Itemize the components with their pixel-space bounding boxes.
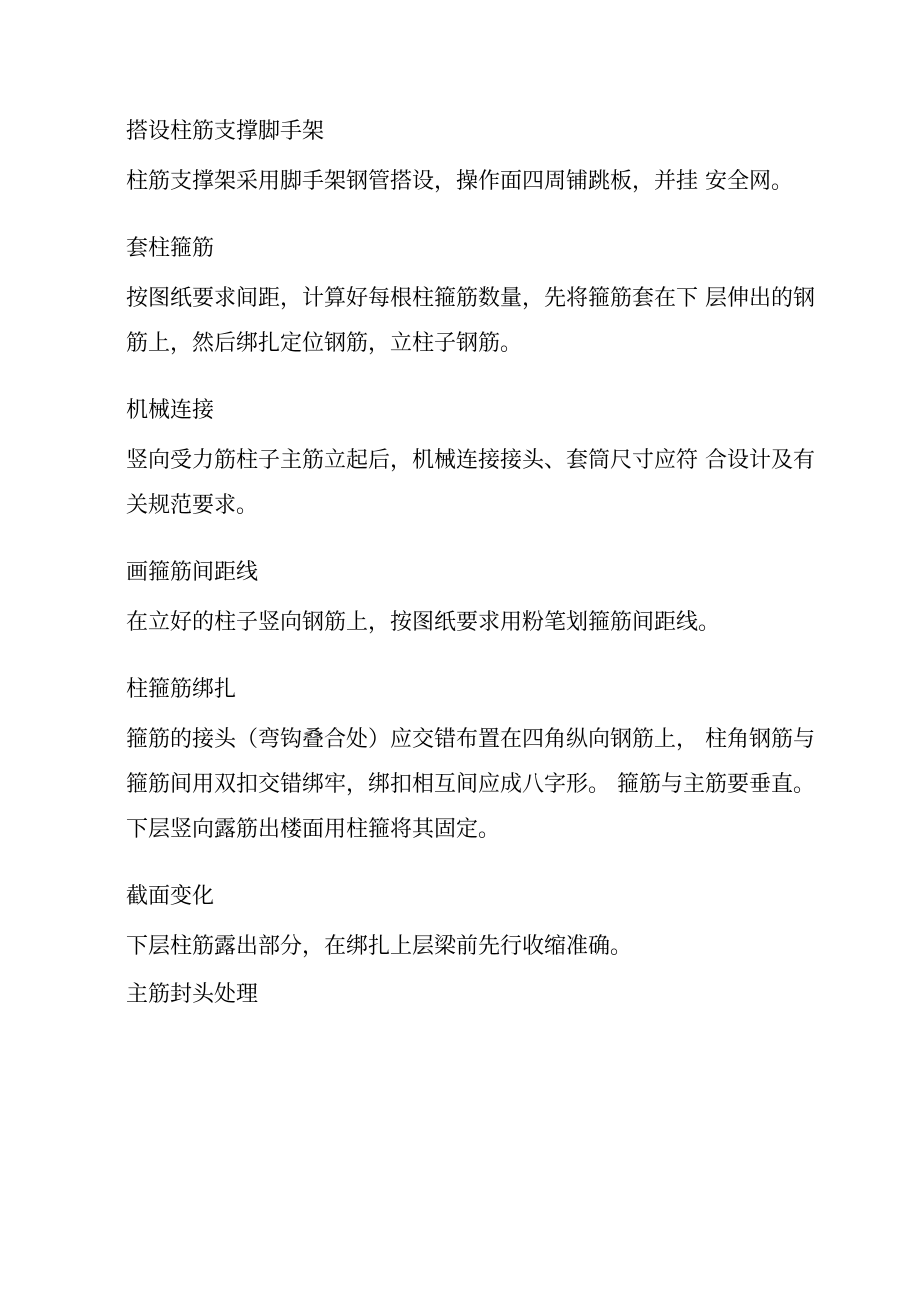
section-paragraph: 在立好的柱子竖向钢筋上，按图纸要求用粉笔划箍筋间距线。 xyxy=(126,610,721,635)
section-heading: 画箍筋间距线 xyxy=(126,560,259,585)
section-heading: 套柱箍筋 xyxy=(126,236,215,261)
section-paragraph: 按图纸要求间距，计算好每根柱箍筋数量，先将箍筋套在下 层伸出的钢筋上，然后绑扎定位钢筋，立柱子钢筋。 xyxy=(126,286,815,356)
section-paragraph: 下层竖向露筋出楼面用柱箍将其固定。 xyxy=(126,817,501,842)
section-heading: 搭设柱筋支撑脚手架 xyxy=(126,119,325,144)
section-paragraph: 箍筋的接头（弯钩叠合处）应交错布置在四角纵向钢筋上， 柱角钢筋与箍筋间用双扣交错绑牢，绑扣相互间应成八字形。 箍筋与主筋要垂直。 xyxy=(126,727,815,797)
section-heading: 主筋封头处理 xyxy=(126,982,259,1007)
section-heading: 机械连接 xyxy=(126,398,215,423)
section-paragraph: 下层柱筋露出部分，在绑扎上层梁前先行收缩准确。 xyxy=(126,934,633,959)
section-paragraph: 竖向受力筋柱子主筋立起后，机械连接接头、套筒尺寸应符 合设计及有关规范要求。 xyxy=(126,448,815,518)
section-heading: 截面变化 xyxy=(126,884,215,909)
section-paragraph: 柱筋支撑架采用脚手架钢管搭设，操作面四周铺跳板，并挂 安全网。 xyxy=(126,169,793,194)
section-heading: 柱箍筋绑扎 xyxy=(126,677,237,702)
